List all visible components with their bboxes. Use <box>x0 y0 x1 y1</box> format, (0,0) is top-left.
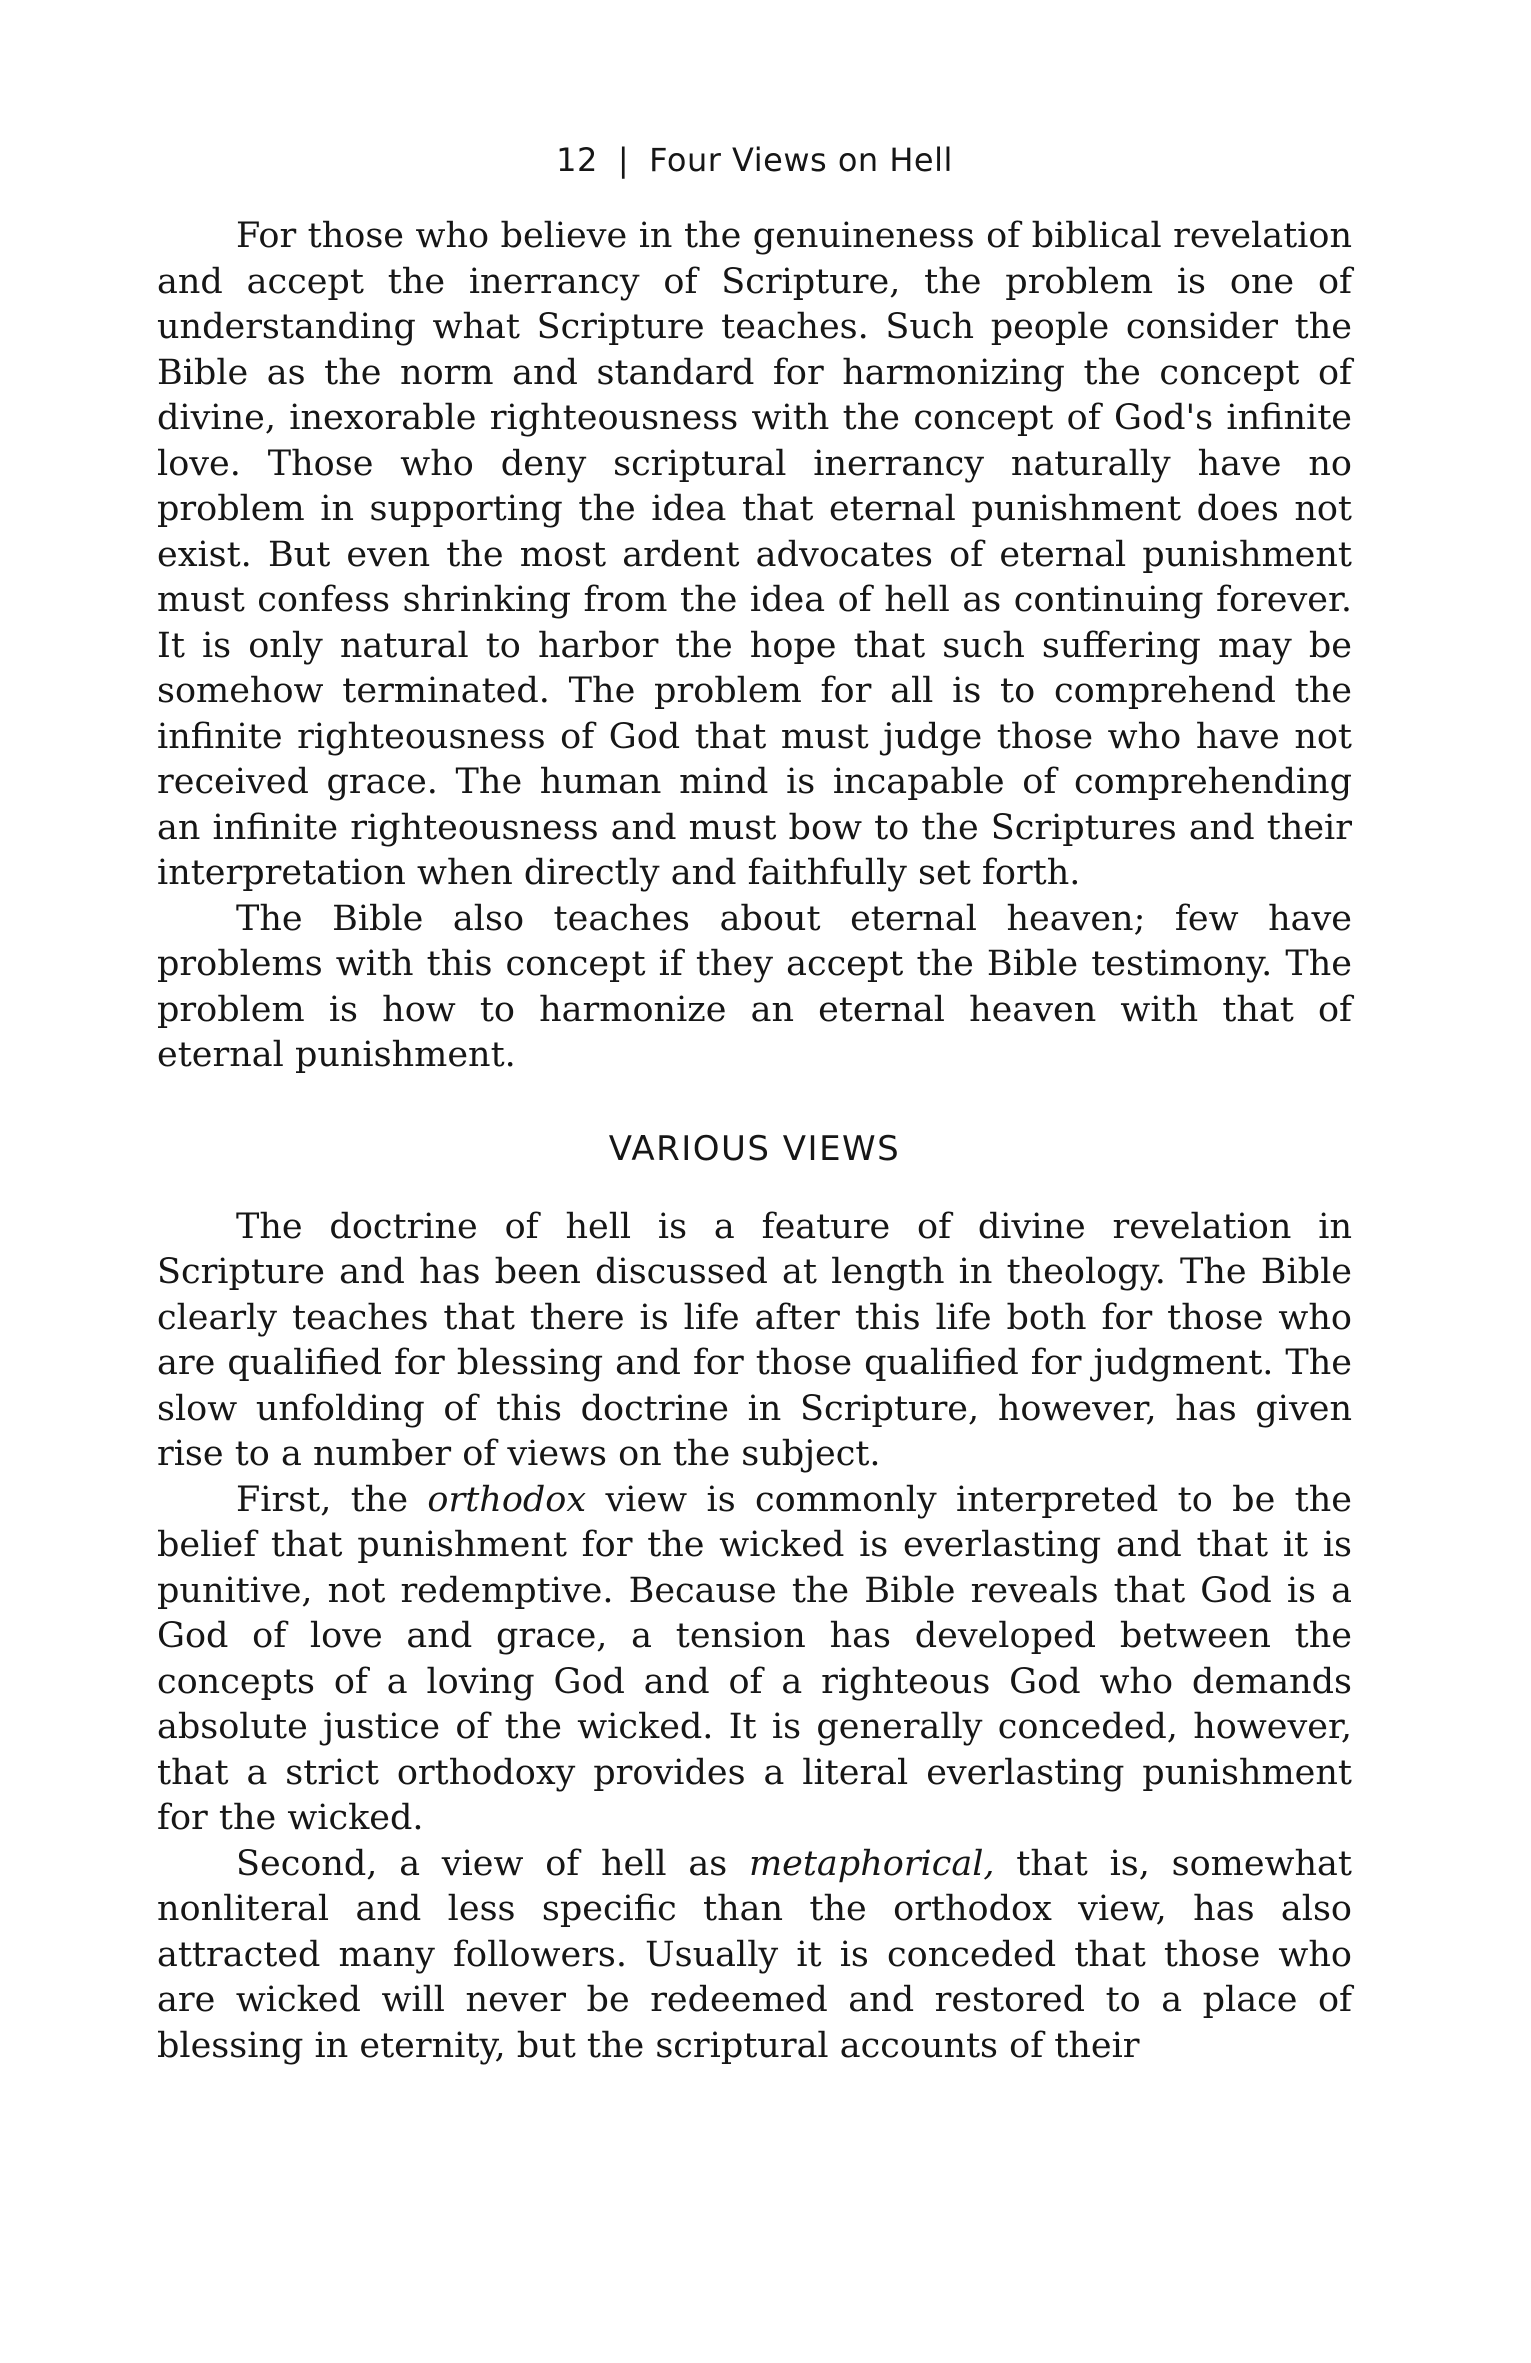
section-heading: VARIOUS VIEWS <box>608 1128 901 1169</box>
orthodox-term: orthodox <box>427 1479 587 1520</box>
section-paragraph-3 <box>157 1842 1352 2070</box>
section-paragraph-1: The doctrine of hell is a feature of divine revelation in Scripture and has been discussed at length in theology. The Bible clearly teaches that there is life after this life both for those who are qualified for blessing and for those qualified for judgment. The slow unfolding of this doctrine in Scripture, however, has given rise to a number of views on the subject. <box>157 1206 1352 1474</box>
running-head <box>157 140 1352 180</box>
intro-paragraph-1: For those who believe in the genuineness of biblical revelation and accept the inerrancy of Scripture, the problem is one of understanding what Scripture teaches. Such people consider the Bible as the norm and standard for harmonizing the concept of divine, inexorable righteousness with the concept of God's infinite love. Those who deny scriptural inerrancy naturally have no problem in supporting the idea that eternal punishment does not exist. But even the most ardent advocates of eternal punishment must confess shrinking from the idea of hell as continuing forever. It is only natural to harbor the hope that such suffering may be somehow terminated. The problem for all is to comprehend the infinite righteousness of God that must judge those who have not received grace. The human mind is incapable of comprehending an infinite righteousness and must bow to the Scriptures and their interpretation when directly and faithfully set forth. <box>157 216 1352 893</box>
book-page <box>157 140 1352 2069</box>
metaphorical-body-text: that is, somewhat nonliteral and less specific than the orthodox view, has also attracted many followers. Usually it is conceded that those who are wicked will never be redeemed and restored to a place of blessing in eternity, but the scriptural accounts of their <box>157 1843 1352 2066</box>
running-head-separator: | <box>617 141 630 179</box>
metaphorical-lead-text: Second, a view of hell as <box>236 1843 749 1884</box>
book-title: Four Views on Hell <box>649 141 953 179</box>
section-paragraph-2 <box>157 1478 1352 1842</box>
metaphorical-term: metaphorical, <box>748 1843 995 1884</box>
intro-paragraph-2: The Bible also teaches about eternal heaven; few have problems with this concept if they accept the Bible testimony. The problem is how to harmonize an eternal heaven with that of eternal punishment. <box>157 898 1352 1075</box>
orthodox-lead-text: First, the <box>236 1479 428 1520</box>
orthodox-body-text: view is commonly interpreted to be the belief that punishment for the wicked is everlasting and that it is punitive, not redemptive. Because the Bible reveals that God is a God of love and grace, a tension has developed between the concepts of a loving God and of a righteous God who demands absolute justice of the wicked. It is generally conceded, however, that a strict orthodoxy provides a literal everlasting punishment for the wicked. <box>157 1479 1352 1838</box>
page-number: 12 <box>556 141 598 179</box>
